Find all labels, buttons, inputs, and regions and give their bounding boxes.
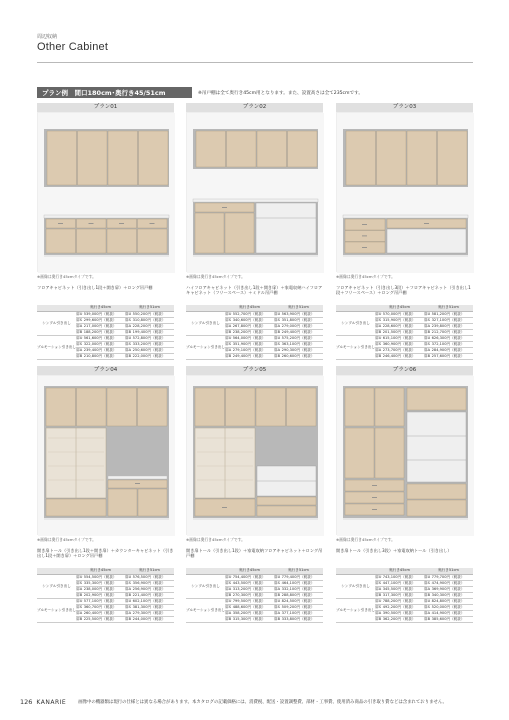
table-row <box>186 335 323 341</box>
door-grade: 扉B <box>375 592 382 597</box>
price-d51: 222,000円（税抜） <box>133 353 174 359</box>
door-grade: 扉U <box>76 311 83 316</box>
price-d51: 260,600円（税抜） <box>282 353 323 359</box>
price-table <box>37 568 174 623</box>
plan-description: 開き扉トール（引き出し1段＋開き扉）＋カウンターキャビネット（引き出し1段＋開き扉）＋ロング吊戸棚 <box>37 548 174 559</box>
door-grade: 扉A <box>375 610 382 615</box>
door-grade: 扉B <box>424 329 431 334</box>
door-grade: 扉A <box>424 347 431 352</box>
price-d51: 333,800円（税抜） <box>282 616 323 622</box>
price-d45: 788,200円（税抜） <box>383 598 424 604</box>
table-row <box>336 574 473 580</box>
price-d45: 443,500円（税抜） <box>233 580 274 586</box>
footer <box>20 698 490 706</box>
price-d51: 414,900円（税抜） <box>432 610 473 616</box>
plan-title: プラン03 <box>336 103 473 112</box>
door-grade: 扉B <box>225 592 232 597</box>
door-grade: 扉B <box>125 592 132 597</box>
price-d45: 267,800円（税抜） <box>233 323 274 329</box>
price-d45: 564,000円（税抜） <box>233 335 274 341</box>
cabinet-illustration <box>337 113 474 273</box>
column-d45: 奥行き45cm <box>76 305 125 311</box>
price-d51: 381,300円（税抜） <box>133 604 174 610</box>
price-table <box>186 305 323 360</box>
price-d45: 270,300円（税抜） <box>233 592 274 598</box>
door-grade: 扉B <box>225 353 232 358</box>
price-d51: 626,300円（税抜） <box>432 335 473 341</box>
plan-banner <box>37 87 473 98</box>
price-d45: 238,200円（税抜） <box>233 329 274 335</box>
column-d45: 奥行き45cm <box>225 305 274 311</box>
price-d45: 201,500円（税抜） <box>383 329 424 335</box>
drawer-type: シンプル引き出し <box>37 574 76 598</box>
image-note: ※画像は奥行き45cmタイプです。 <box>186 537 245 542</box>
price-d45: 561,600円（税抜） <box>84 335 125 341</box>
door-grade: 扉S <box>125 341 131 346</box>
price-d45: 390,500円（税抜） <box>383 610 424 616</box>
door-grade: 扉U <box>274 574 281 579</box>
drawer-type: シンプル引き出し <box>336 311 375 335</box>
table-row <box>37 311 174 317</box>
price-d45: 345,500円（税抜） <box>383 586 424 592</box>
banner-box <box>37 87 192 98</box>
price-d45: 492,200円（税抜） <box>383 604 424 610</box>
price-d51: 239,800円（税抜） <box>432 323 473 329</box>
door-grade: 扉S <box>125 317 131 322</box>
drawer-type: ブルモーション引き出し <box>336 598 375 622</box>
door-grade: 扉A <box>125 586 132 591</box>
table-row <box>186 598 323 604</box>
door-grade: 扉U <box>375 598 382 603</box>
price-d51: 333,200円（税抜） <box>133 341 174 347</box>
price-d51: 212,700円（税抜） <box>432 329 473 335</box>
door-grade: 扉U <box>424 335 431 340</box>
price-d51: 310,800円（税抜） <box>133 317 174 323</box>
drawer-type: ブルモーション引き出し <box>186 598 225 622</box>
door-grade: 扉B <box>424 353 431 358</box>
door-grade: 扉B <box>274 329 281 334</box>
door-grade: 扉S <box>225 580 231 585</box>
door-grade: 扉B <box>375 329 382 334</box>
door-grade: 扉U <box>274 598 281 603</box>
door-grade: 扉U <box>225 311 232 316</box>
price-d51: 332,100円（税抜） <box>282 586 323 592</box>
price-d51: 256,900円（税抜） <box>133 586 174 592</box>
door-grade: 扉U <box>225 335 232 340</box>
price-d45: 488,600円（税抜） <box>233 604 274 610</box>
cabinet-illustration <box>187 376 324 536</box>
price-d45: 539,000円（税抜） <box>84 311 125 317</box>
door-grade: 扉A <box>125 347 132 352</box>
door-grade: 扉B <box>225 616 232 621</box>
door-grade: 扉A <box>125 610 132 615</box>
price-d51: 509,200円（税抜） <box>282 604 323 610</box>
brand-name: KANARIE <box>36 698 67 706</box>
cabinet-image <box>186 375 323 535</box>
door-grade: 扉S <box>375 580 381 585</box>
price-d51: 257,600円（税抜） <box>432 353 473 359</box>
door-grade: 扉U <box>125 335 132 340</box>
price-d45: 754,400円（税抜） <box>233 574 274 580</box>
plan-description: 開き扉トール（引き出し1段）＋家電収納フロアキャビネット＋ロング吊戸棚 <box>186 548 323 559</box>
door-grade: 扉B <box>375 616 382 621</box>
door-grade: 扉A <box>125 323 132 328</box>
column-d51: 奥行き51cm <box>125 305 174 311</box>
door-grade: 扉A <box>274 586 281 591</box>
door-grade: 扉S <box>274 580 280 585</box>
door-grade: 扉A <box>424 586 431 591</box>
door-grade: 扉B <box>274 616 281 621</box>
drawer-type: シンプル引き出し <box>186 574 225 598</box>
price-d51: 250,600円（税抜） <box>133 347 174 353</box>
column-d45: 奥行き45cm <box>225 568 274 574</box>
door-grade: 扉A <box>76 347 83 352</box>
price-d45: 335,300円（税抜） <box>84 580 125 586</box>
door-grade: 扉S <box>125 604 131 609</box>
door-grade: 扉U <box>375 311 382 316</box>
door-grade: 扉U <box>125 574 132 579</box>
price-d45: 362,200円（税抜） <box>383 616 424 622</box>
column-d51: 奥行き51cm <box>274 305 323 311</box>
door-grade: 扉S <box>225 317 231 322</box>
column-d51: 奥行き51cm <box>424 305 473 311</box>
price-d51: 199,400円（税抜） <box>133 329 174 335</box>
price-d45: 273,700円（税抜） <box>383 347 424 353</box>
door-grade: 扉A <box>274 347 281 352</box>
door-grade: 扉B <box>125 353 132 358</box>
price-d51: 520,000円（税抜） <box>432 604 473 610</box>
price-d45: 570,000円（税抜） <box>383 311 424 317</box>
price-d45: 315,300円（税抜） <box>233 616 274 622</box>
price-d51: 221,400円（税抜） <box>133 592 174 598</box>
price-d45: 238,000円（税抜） <box>84 586 125 592</box>
price-d51: 563,900円（税抜） <box>282 311 323 317</box>
price-d45: 552,700円（税抜） <box>233 311 274 317</box>
drawer-type: ブルモーション引き出し <box>37 335 76 359</box>
price-d45: 340,600円（税抜） <box>233 317 274 323</box>
plan-card <box>37 366 174 623</box>
door-grade: 扉B <box>76 616 83 621</box>
price-d51: 550,200円（税抜） <box>133 311 174 317</box>
door-grade: 扉S <box>274 341 280 346</box>
door-grade: 扉U <box>274 335 281 340</box>
table-row <box>186 574 323 580</box>
column-d45: 奥行き45cm <box>76 568 125 574</box>
price-d45: 188,200円（税抜） <box>84 329 125 335</box>
door-grade: 扉A <box>76 586 83 591</box>
plan-description: フロアキャビネット（引き出し3段）＋フロアキャビネット（引き出し1段＋フリースペース）＋ロング吊戸棚 <box>336 285 471 296</box>
door-grade: 扉B <box>76 329 83 334</box>
drawer-type: ブルモーション引き出し <box>37 598 76 622</box>
column-d51: 奥行き51cm <box>125 568 174 574</box>
cabinet-illustration <box>38 376 175 536</box>
banner-note: ※吊戸棚は全て奥行き45cm用となります。また、設置高さは全て235cmです。 <box>198 90 363 96</box>
table-row <box>37 598 174 604</box>
price-d45: 360,700円（税抜） <box>84 604 125 610</box>
price-d45: 260,400円（税抜） <box>84 610 125 616</box>
price-d45: 317,300円（税抜） <box>383 592 424 598</box>
door-grade: 扉A <box>225 347 232 352</box>
door-grade: 扉U <box>375 335 382 340</box>
price-d45: 615,100円（税抜） <box>383 335 424 341</box>
price-d45: 322,000円（税抜） <box>84 341 125 347</box>
door-grade: 扉B <box>125 616 132 621</box>
drawer-type: ブルモーション引き出し <box>186 335 225 359</box>
price-d51: 228,200円（税抜） <box>133 323 174 329</box>
column-d51: 奥行き51cm <box>274 568 323 574</box>
price-d45: 217,000円（税抜） <box>84 323 125 329</box>
door-grade: 扉U <box>225 574 232 579</box>
door-grade: 扉S <box>375 604 381 609</box>
price-d51: 290,300円（税抜） <box>282 347 323 353</box>
door-grade: 扉A <box>76 610 83 615</box>
price-d51: 572,800円（税抜） <box>133 335 174 341</box>
price-d51: 779,700円（税抜） <box>432 574 473 580</box>
door-grade: 扉A <box>225 586 232 591</box>
door-grade: 扉U <box>125 311 132 316</box>
door-grade: 扉S <box>76 604 82 609</box>
price-d45: 246,400円（税抜） <box>383 353 424 359</box>
door-grade: 扉B <box>225 329 232 334</box>
price-d51: 284,900円（税抜） <box>432 347 473 353</box>
drawer-type: シンプル引き出し <box>336 574 375 598</box>
plan-card <box>336 103 473 360</box>
door-grade: 扉S <box>76 580 82 585</box>
plan-title: プラン01 <box>37 103 174 112</box>
image-note: ※画像は奥行き45cmタイプです。 <box>336 537 395 542</box>
cabinet-image <box>336 112 473 272</box>
door-grade: 扉S <box>424 317 430 322</box>
price-d51: 351,800円（税抜） <box>282 317 323 323</box>
price-d51: 356,900円（税抜） <box>133 580 174 586</box>
door-grade: 扉S <box>424 580 430 585</box>
price-d45: 249,400円（税抜） <box>233 353 274 359</box>
door-grade: 扉A <box>375 586 382 591</box>
door-grade: 扉A <box>76 323 83 328</box>
price-d51: 372,100円（税抜） <box>432 341 473 347</box>
price-d51: 279,300円（税抜） <box>133 610 174 616</box>
price-table <box>37 305 174 360</box>
banner-label: プラン例 間口180cm･奥行き45/51cm <box>42 89 166 97</box>
table-row <box>336 335 473 341</box>
price-d51: 327,100円（税抜） <box>432 317 473 323</box>
cabinet-image <box>37 112 174 272</box>
price-d51: 474,900円（税抜） <box>432 580 473 586</box>
footer-note: 画像中の機器類は現行の仕様とは異なる場合があります。本カタログの記載価格には、消費税、配送・設置調整費、部材・工事費、使用済み商品の引き取り費などは含まれておりません。 <box>78 700 447 705</box>
plan-description: フロアキャビネット（引き出し1段＋開き扉）＋ロング吊戸棚 <box>37 285 153 290</box>
price-d45: 299,600円（税抜） <box>84 317 125 323</box>
price-d45: 358,200円（税抜） <box>233 610 274 616</box>
door-grade: 扉A <box>225 323 232 328</box>
price-d51: 244,000円（税抜） <box>133 616 174 622</box>
door-grade: 扉A <box>274 323 281 328</box>
door-grade: 扉B <box>424 616 431 621</box>
price-d51: 249,400円（税抜） <box>282 329 323 335</box>
price-d51: 779,400円（税抜） <box>282 574 323 580</box>
price-d51: 824,500円（税抜） <box>282 598 323 604</box>
price-d51: 385,600円（税抜） <box>432 616 473 622</box>
door-grade: 扉U <box>76 335 83 340</box>
column-d45: 奥行き45cm <box>375 568 424 574</box>
drawer-type: ブルモーション引き出し <box>336 335 375 359</box>
cabinet-illustration <box>38 113 175 273</box>
price-d45: 239,400円（税抜） <box>84 347 125 353</box>
price-d51: 464,100円（税抜） <box>282 580 323 586</box>
price-table <box>186 568 323 623</box>
plan-card <box>336 366 473 623</box>
price-d45: 210,800円（税抜） <box>84 353 125 359</box>
price-table <box>336 568 473 623</box>
door-grade: 扉A <box>424 610 431 615</box>
price-d45: 577,100円（税抜） <box>84 598 125 604</box>
column-d45: 奥行き45cm <box>375 305 424 311</box>
door-grade: 扉S <box>274 604 280 609</box>
door-grade: 扉B <box>274 592 281 597</box>
price-d51: 824,800円（税抜） <box>432 598 473 604</box>
drawer-type: シンプル引き出し <box>186 311 225 335</box>
price-d45: 351,900円（税抜） <box>233 341 274 347</box>
plan-description: 開き扉トール（引き出し3段）＋家電収納トール（引き出し） <box>336 548 452 553</box>
door-grade: 扉S <box>225 341 231 346</box>
plan-title: プラン02 <box>186 103 323 112</box>
price-d45: 360,900円（税抜） <box>383 341 424 347</box>
price-d51: 279,000円（税抜） <box>282 323 323 329</box>
price-d51: 581,200円（税抜） <box>432 311 473 317</box>
door-grade: 扉B <box>375 353 382 358</box>
price-d45: 202,900円（税抜） <box>84 592 125 598</box>
table-row <box>186 311 323 317</box>
door-grade: 扉U <box>274 311 281 316</box>
table-row <box>37 574 174 580</box>
door-grade: 扉A <box>225 610 232 615</box>
price-d51: 369,900円（税抜） <box>432 586 473 592</box>
plan-card <box>186 103 323 360</box>
door-grade: 扉B <box>76 353 83 358</box>
door-grade: 扉S <box>125 580 131 585</box>
cabinet-image <box>186 112 323 272</box>
door-grade: 扉B <box>274 353 281 358</box>
price-d45: 315,900円（税抜） <box>383 317 424 323</box>
price-d51: 340,300円（税抜） <box>432 592 473 598</box>
door-grade: 扉U <box>125 598 132 603</box>
price-d45: 743,100円（税抜） <box>383 574 424 580</box>
table-row <box>336 311 473 317</box>
price-table <box>336 305 473 360</box>
price-d51: 575,200円（税抜） <box>282 335 323 341</box>
door-grade: 扉S <box>375 341 381 346</box>
drawer-type: シンプル引き出し <box>37 311 76 335</box>
door-grade: 扉S <box>76 317 82 322</box>
image-note: ※画像は奥行き45cmタイプです。 <box>37 274 96 279</box>
cabinet-illustration <box>187 113 324 273</box>
page-title: Other Cabinet <box>37 41 109 53</box>
price-d45: 225,500円（税抜） <box>84 616 125 622</box>
door-grade: 扉U <box>375 574 382 579</box>
image-note: ※画像は奥行き45cmタイプです。 <box>336 274 395 279</box>
cabinet-image <box>336 375 473 535</box>
door-grade: 扉S <box>225 604 231 609</box>
header-divider <box>37 62 473 63</box>
plan-title: プラン06 <box>336 366 473 375</box>
plan-card <box>186 366 323 623</box>
price-d51: 288,800円（税抜） <box>282 592 323 598</box>
plan-card <box>37 103 174 360</box>
price-d51: 602,100円（税抜） <box>133 598 174 604</box>
price-d45: 228,600円（税抜） <box>383 323 424 329</box>
door-grade: 扉U <box>424 574 431 579</box>
image-note: ※画像は奥行き45cmタイプです。 <box>37 537 96 542</box>
table-row <box>336 598 473 604</box>
table-row <box>37 335 174 341</box>
cabinet-image <box>37 375 174 535</box>
plan-description: ハイフロアキャビネット（引き出し1段＋開き扉）＋家電収納ハイフロアキャビネット（フリースペース）＋ミドル吊戸棚 <box>186 285 323 296</box>
door-grade: 扉S <box>424 341 430 346</box>
price-d45: 799,500円（税抜） <box>233 598 274 604</box>
door-grade: 扉U <box>76 574 83 579</box>
door-grade: 扉A <box>274 610 281 615</box>
page-number: 126 <box>20 698 33 706</box>
price-d45: 447,100円（税抜） <box>383 580 424 586</box>
door-grade: 扉S <box>274 317 280 322</box>
category-label: 周辺収納 <box>37 34 58 40</box>
price-d45: 313,200円（税抜） <box>233 586 274 592</box>
cabinet-illustration <box>337 376 474 536</box>
price-d45: 279,100円（税抜） <box>233 347 274 353</box>
door-grade: 扉B <box>424 592 431 597</box>
door-grade: 扉U <box>424 311 431 316</box>
door-grade: 扉S <box>424 604 430 609</box>
plan-title: プラン05 <box>186 366 323 375</box>
door-grade: 扉U <box>424 598 431 603</box>
price-d51: 377,100円（税抜） <box>282 610 323 616</box>
door-grade: 扉S <box>375 317 381 322</box>
door-grade: 扉A <box>375 323 382 328</box>
door-grade: 扉A <box>375 347 382 352</box>
door-grade: 扉B <box>125 329 132 334</box>
price-d51: 363,100円（税抜） <box>282 341 323 347</box>
price-d45: 554,500円（税抜） <box>84 574 125 580</box>
door-grade: 扉B <box>76 592 83 597</box>
plan-title: プラン04 <box>37 366 174 375</box>
door-grade: 扉A <box>424 323 431 328</box>
price-d51: 576,500円（税抜） <box>133 574 174 580</box>
door-grade: 扉U <box>225 598 232 603</box>
door-grade: 扉S <box>76 341 82 346</box>
image-note: ※画像は奥行き45cmタイプです。 <box>186 274 245 279</box>
door-grade: 扉U <box>76 598 83 603</box>
column-d51: 奥行き51cm <box>424 568 473 574</box>
